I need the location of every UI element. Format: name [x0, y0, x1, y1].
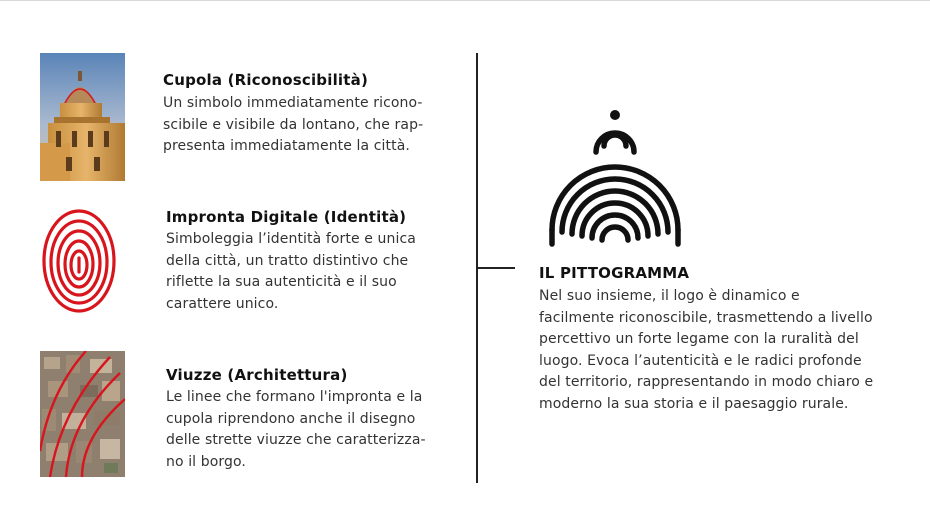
- aerial-map-photo: [40, 351, 125, 477]
- section-title-dome: Cupola (Riconoscibilità): [163, 71, 369, 89]
- dome-photo: [40, 53, 125, 181]
- section-title-fingerprint: Impronta Digitale (Identità): [166, 208, 407, 226]
- pictogram-title: IL PITTOGRAMMA: [539, 264, 690, 282]
- section-body-fingerprint: Simboleggia l’identità forte e unica della città, un tratto distintivo che riflette la sua autenticità e il suo carattere unico.: [166, 231, 416, 312]
- fingerprint-icon: [40, 206, 118, 316]
- top-border-line: [0, 0, 930, 1]
- section-body-alleys: Le linee che formano l'impronta e la cupola riprendono anche il disegno delle strette viuzze che caratterizza- no il borgo.: [166, 389, 426, 470]
- horizontal-connector: [477, 267, 515, 269]
- pictogram-logo-icon: [540, 104, 690, 254]
- section-title-alleys: Viuzze (Architettura): [166, 366, 348, 384]
- section-body-dome: Un simbolo immediatamente ricono- scibile e visibile da lontano, che rap- presenta immediatamente la città.: [163, 95, 424, 154]
- pictogram-body: Nel suo insieme, il logo è dinamico e facilmente riconoscibile, trasmettendo a livello percettivo un forte legame con la ruralità del luogo. Evoca l’autenticità e le radici profonde del territorio, rappresentando in modo chiaro e moderno la sua storia e il paesaggio rurale.: [539, 288, 874, 412]
